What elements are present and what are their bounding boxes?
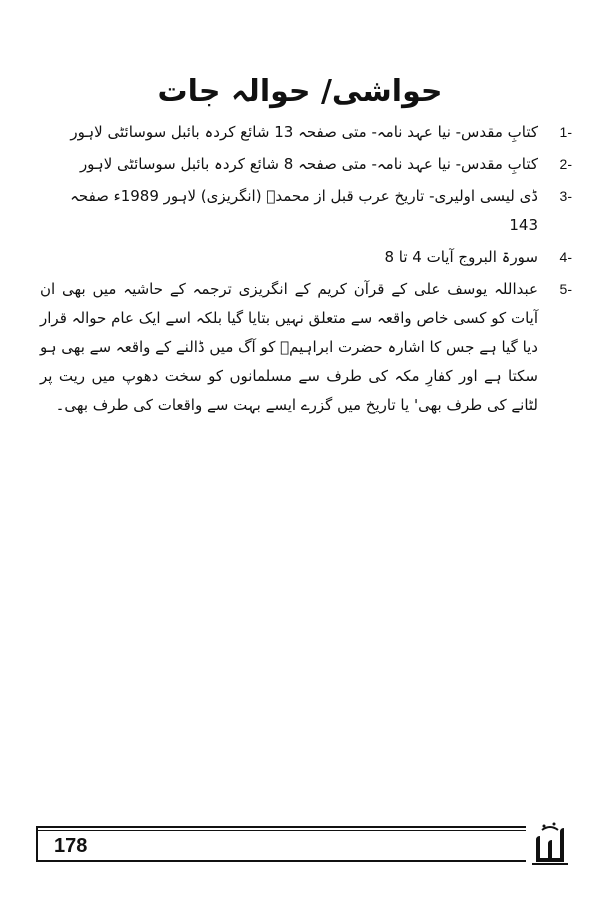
page-title: حواشی/ حوالہ جات <box>157 74 443 109</box>
footnote-number: 5- <box>559 281 572 297</box>
footnote-text: کتابِ مقدس- نیا عہد نامہ- متی صفحہ 8 شائع کردہ بائبل سوسائٹی لاہور <box>79 155 538 173</box>
footer-rule <box>36 826 38 860</box>
footnote-text: سورۃ البروج آیات 4 تا 8 <box>384 248 538 266</box>
footnote-number: 3- <box>559 188 572 204</box>
footer-rule <box>36 860 526 862</box>
footnote-number: 4- <box>559 249 572 265</box>
footnote-text: کتابِ مقدس- نیا عہد نامہ- متی صفحہ 13 شائع کردہ بائبل سوسائٹی لاہور <box>70 123 538 141</box>
al-ameen-logo-icon <box>530 822 570 866</box>
footnote-item <box>40 150 572 179</box>
footnote-item <box>40 118 572 147</box>
page-number: 178 <box>54 835 88 857</box>
footnote-item <box>40 243 572 272</box>
page-footer <box>36 826 566 866</box>
footnotes-list <box>40 118 572 423</box>
footnote-number: 2- <box>559 156 572 172</box>
footnote-text: ڈی لیسی اولیری- تاریخ عرب قبل از محمدؐ (انگریزی) لاہور 1989ء صفحہ 143 <box>70 187 538 234</box>
footnote-item <box>40 182 572 240</box>
footnote-text: عبداللہ یوسف علی کے قرآن کریم کے انگریزی ترجمہ کے حاشیہ میں بھی ان آیات کو کسی خاص واقعہ سے متعلق نہیں بتایا گیا بلکہ اسے ایک عام حوالہ قرار دیا گیا ہے جس کا اشارہ حضرت ابراہیمؑ کو آگ میں ڈالنے کے واقعہ سے بھی ہو سکتا ہے اور کفارِ مکہ کی طرف سے مسلمانوں کو سخت دھوپ میں ریت پر لٹانے کی طرف بھی' یا تاریخ میں گزرے ایسے بہت سے واقعات کی طرف بھی۔ <box>40 280 538 414</box>
footnote-item <box>40 275 572 420</box>
footer-rule <box>36 830 526 831</box>
footnote-number: 1- <box>559 124 572 140</box>
footer-rule <box>36 826 526 828</box>
